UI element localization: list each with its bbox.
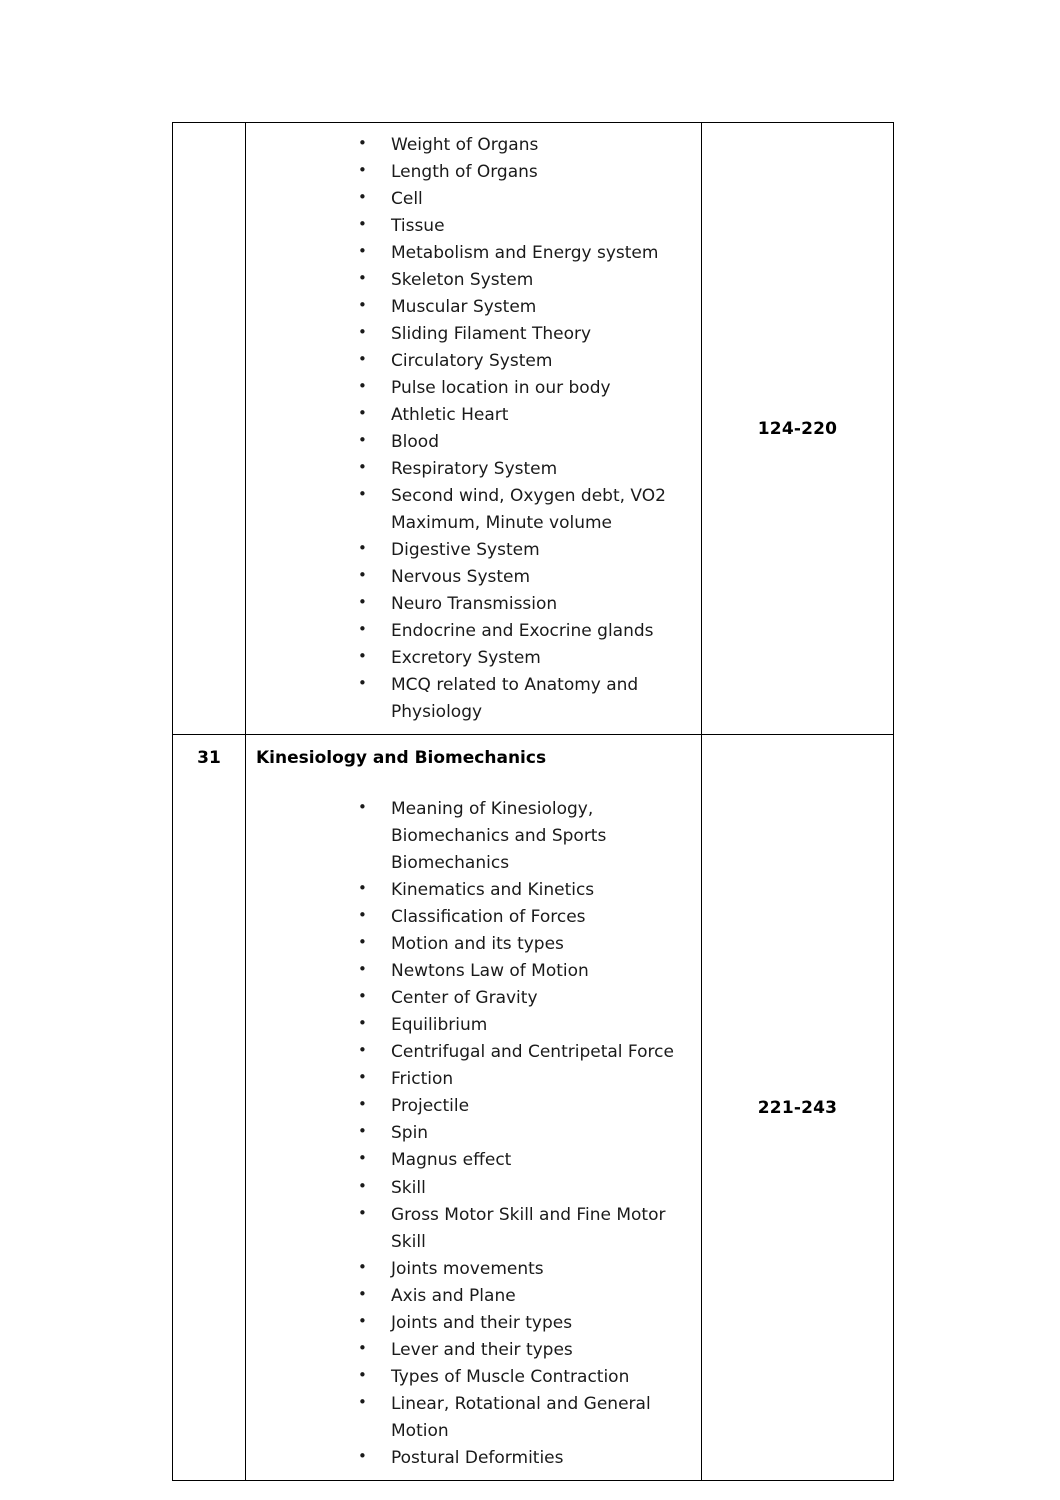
bullet-icon: • (358, 987, 367, 1006)
bullet-icon: • (358, 269, 367, 288)
list-item (246, 618, 693, 645)
list-item (246, 1093, 693, 1120)
list-item-label: Postural Deformities (391, 1447, 564, 1468)
list-item (246, 1391, 693, 1445)
list-item (246, 645, 693, 672)
list-item (246, 429, 693, 456)
bullet-icon: • (358, 1311, 367, 1330)
list-item-label: Lever and their types (391, 1339, 573, 1360)
bullet-icon: • (358, 960, 367, 979)
list-item-label: Joints movements (391, 1258, 544, 1279)
bullet-icon: • (358, 1257, 367, 1276)
list-item (246, 1066, 693, 1093)
bullet-icon: • (358, 566, 367, 585)
list-item-label: MCQ related to Anatomy and Physiology (391, 675, 639, 723)
page-range: 221-243 (757, 1097, 838, 1118)
row-content-cell (246, 735, 702, 1480)
list-item-label: Meaning of Kinesiology, Biomechanics and Sports Biomechanics (391, 799, 607, 874)
bullet-icon: • (358, 350, 367, 369)
bullet-icon: • (358, 798, 367, 817)
bullet-icon: • (358, 620, 367, 639)
list-item-label: Metabolism and Energy system (391, 243, 659, 264)
list-item (246, 1120, 693, 1147)
list-item (246, 213, 693, 240)
list-item (246, 904, 693, 931)
row-pages-cell (702, 123, 894, 735)
row-number (173, 123, 245, 136)
list-item (246, 1012, 693, 1039)
bullet-icon: • (358, 377, 367, 396)
list-item-label: Motion and its types (391, 934, 564, 955)
list-item (246, 1039, 693, 1066)
bullet-icon: • (358, 879, 367, 898)
list-item (246, 132, 693, 159)
bullet-icon: • (358, 323, 367, 342)
list-item-label: Weight of Organs (391, 135, 539, 155)
bullet-icon: • (358, 647, 367, 666)
bullet-icon: • (358, 188, 367, 207)
bullet-icon: • (358, 1446, 367, 1465)
bullet-icon: • (358, 1095, 367, 1114)
list-item (246, 1256, 693, 1283)
list-item (246, 985, 693, 1012)
bullet-icon: • (358, 161, 367, 180)
bullet-icon: • (358, 933, 367, 952)
list-item (246, 1364, 693, 1391)
bullet-icon: • (358, 1014, 367, 1033)
bullet-icon: • (358, 906, 367, 925)
list-item-label: Equilibrium (391, 1015, 488, 1036)
list-item-label: Endocrine and Exocrine glands (391, 621, 654, 642)
list-item-label: Axis and Plane (391, 1285, 516, 1306)
table-row (173, 123, 894, 735)
list-item (246, 348, 693, 375)
list-item-label: Magnus effect (391, 1150, 512, 1171)
list-item (246, 672, 693, 726)
list-item (246, 375, 693, 402)
row-pages-cell (702, 735, 894, 1480)
bullet-icon: • (358, 1203, 367, 1222)
list-item-label: Skill (391, 1177, 426, 1198)
bullet-icon: • (358, 1041, 367, 1060)
list-item (246, 877, 693, 904)
list-item (246, 267, 693, 294)
bullet-icon: • (358, 1068, 367, 1087)
list-item (246, 1147, 693, 1174)
list-item (246, 537, 693, 564)
list-item-label: Excretory System (391, 648, 541, 669)
bullet-icon: • (358, 1149, 367, 1168)
list-item-label: Circulatory System (391, 351, 553, 372)
bullet-icon: • (358, 1365, 367, 1384)
topic-list-1 (246, 123, 701, 734)
bullet-icon: • (358, 215, 367, 234)
bullet-icon: • (358, 593, 367, 612)
list-item (246, 796, 693, 877)
bullet-icon: • (358, 404, 367, 423)
list-item-label: Types of Muscle Contraction (391, 1366, 630, 1387)
list-item-label: Pulse location in our body (391, 378, 611, 399)
bullet-icon: • (358, 242, 367, 261)
list-item (246, 321, 693, 348)
page-range: 124-220 (757, 418, 838, 439)
bullet-icon: • (358, 1284, 367, 1303)
list-item-label: Digestive System (391, 540, 540, 561)
table-row (173, 735, 894, 1480)
list-item-label: Length of Organs (391, 162, 538, 183)
row-number-cell (173, 123, 246, 735)
list-item-label: Tissue (391, 216, 445, 237)
bullet-icon: • (358, 431, 367, 450)
list-item (246, 402, 693, 429)
row-content-cell (246, 123, 702, 735)
list-item-label: Kinematics and Kinetics (391, 880, 595, 901)
list-item (246, 1445, 693, 1472)
list-item-label: Gross Motor Skill and Fine Motor Skill (391, 1204, 666, 1252)
list-item-label: Muscular System (391, 297, 537, 318)
list-item (246, 483, 693, 537)
list-item (246, 564, 693, 591)
bullet-icon: • (358, 1176, 367, 1195)
bullet-icon: • (358, 296, 367, 315)
bullet-icon: • (358, 539, 367, 558)
list-item (246, 958, 693, 985)
list-item (246, 294, 693, 321)
bullet-icon: • (358, 458, 367, 477)
bullet-icon: • (358, 1338, 367, 1357)
list-item (246, 186, 693, 213)
bullet-icon: • (358, 134, 367, 152)
list-item (246, 159, 693, 186)
section-heading: Kinesiology and Biomechanics (256, 748, 547, 769)
list-item-label: Newtons Law of Motion (391, 961, 589, 982)
list-item (246, 931, 693, 958)
row-number: 31 (197, 748, 221, 769)
list-item-label: Sliding Filament Theory (391, 324, 592, 345)
list-item-label: Joints and their types (391, 1312, 573, 1333)
list-item (246, 1283, 693, 1310)
topic-list-2 (246, 770, 701, 1479)
list-item-label: Skeleton System (391, 270, 534, 291)
list-item-label: Classification of Forces (391, 907, 586, 928)
list-item-label: Spin (391, 1123, 429, 1144)
list-item-label: Respiratory System (391, 459, 558, 480)
syllabus-table (172, 122, 894, 1481)
list-item-label: Centrifugal and Centripetal Force (391, 1042, 674, 1063)
list-item (246, 1175, 693, 1202)
list-item (246, 591, 693, 618)
list-item-label: Second wind, Oxygen debt, VO2 Maximum, Minute volume (391, 486, 666, 534)
row-number-cell (173, 735, 246, 1480)
list-item-label: Blood (391, 432, 439, 453)
list-item (246, 456, 693, 483)
list-item (246, 1310, 693, 1337)
list-item (246, 1202, 693, 1256)
bullet-icon: • (358, 1392, 367, 1411)
list-item (246, 1337, 693, 1364)
bullet-icon: • (358, 1122, 367, 1141)
list-item-label: Friction (391, 1069, 454, 1090)
list-item (246, 240, 693, 267)
list-item-label: Cell (391, 189, 423, 210)
list-item-label: Nervous System (391, 567, 531, 588)
list-item-label: Linear, Rotational and General Motion (391, 1393, 651, 1441)
list-item-label: Athletic Heart (391, 405, 509, 426)
list-item-label: Center of Gravity (391, 988, 538, 1009)
list-item-label: Neuro Transmission (391, 594, 558, 615)
bullet-icon: • (358, 485, 367, 504)
list-item-label: Projectile (391, 1096, 470, 1117)
bullet-icon: • (358, 674, 367, 693)
